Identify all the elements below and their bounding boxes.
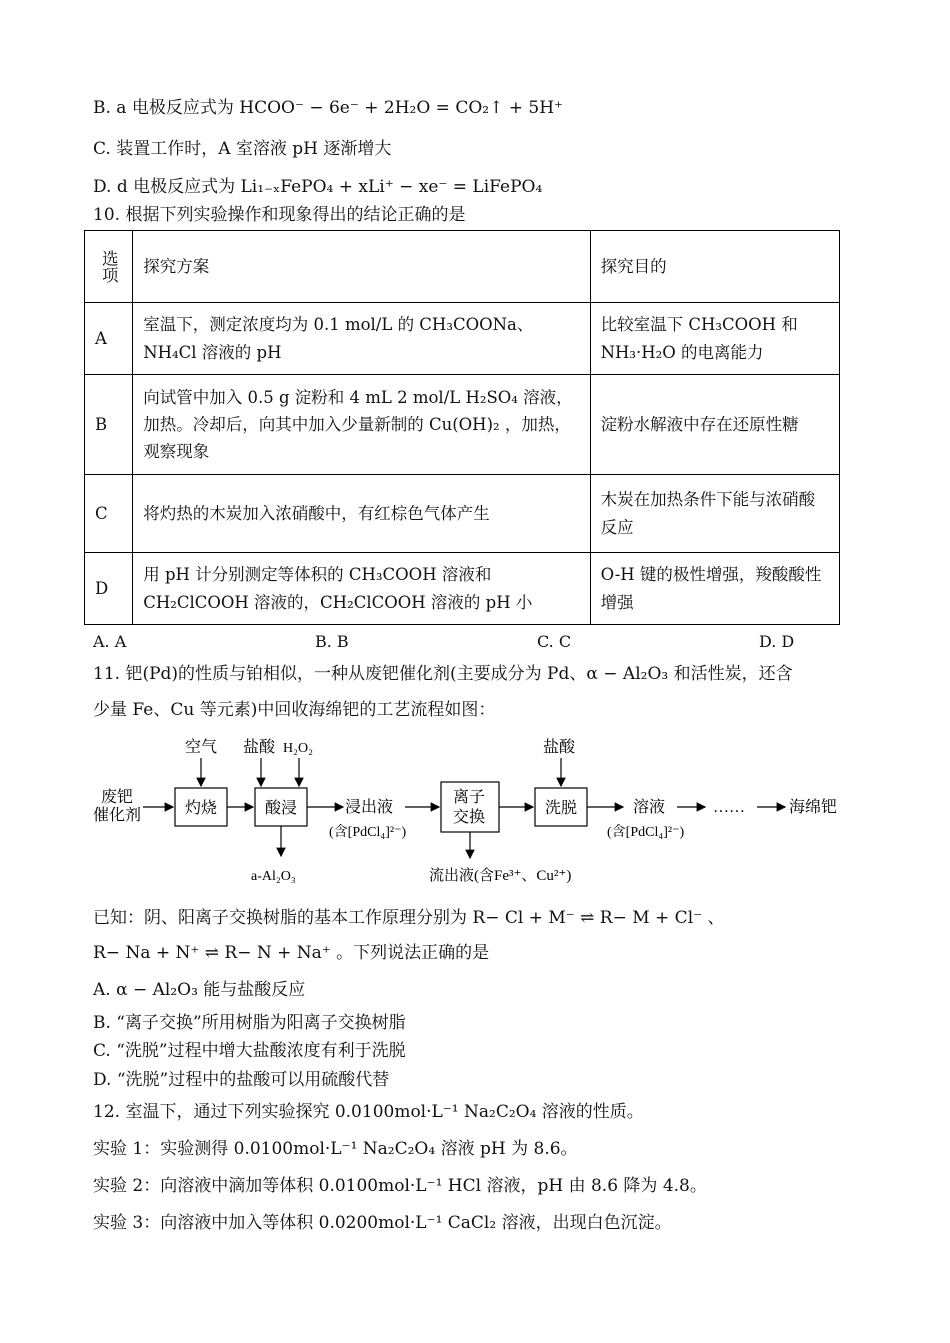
row-option: C <box>85 475 133 553</box>
table-row <box>85 303 840 375</box>
q11-option-d: D. “洗脱”过程中的盐酸可以用硫酸代替 <box>93 1070 390 1090</box>
flow-solution-note: (含[PdCl₄]²⁻) <box>607 825 685 840</box>
q11-option-a: A. α − Al₂O₃ 能与盐酸反应 <box>93 980 306 1000</box>
flow-box-acid-leach-label: 酸浸 <box>265 800 298 817</box>
flow-box-ion-exchange-label1: 离子 <box>453 789 486 806</box>
table-header-row <box>85 231 840 303</box>
row-goal: 木炭在加热条件下能与浓硝酸反应 <box>590 475 839 553</box>
header-goal: 探究目的 <box>590 231 839 303</box>
flow-hcl2-label: 盐酸 <box>543 739 576 756</box>
row-plan: 将灼热的木炭加入浓硝酸中，有红棕色气体产生 <box>133 475 590 553</box>
flow-box-roast-label: 灼烧 <box>185 800 218 817</box>
flow-air-label: 空气 <box>185 739 218 756</box>
q10-option-a: A. A <box>93 632 127 651</box>
flow-product-label: 海绵钯 <box>789 799 838 816</box>
flow-outflow-label: 流出液(含Fe³⁺、Cu²⁺) <box>429 868 572 884</box>
flow-solution-label: 溶液 <box>633 799 666 816</box>
flow-dots: …… <box>713 799 745 816</box>
flow-feed-label2: 催化剂 <box>93 807 142 824</box>
q12-stem: 12. 室温下，通过下列实验探究 0.0100mol·L⁻¹ Na₂C₂O₄ 溶液的性质。 <box>93 1102 644 1122</box>
row-goal: O-H 键的极性增强，羧酸酸性增强 <box>590 553 839 625</box>
q10-option-d: D. D <box>759 632 795 651</box>
row-option: A <box>85 303 133 375</box>
table-row <box>85 553 840 625</box>
q9-option-b: B. a 电极反应式为 HCOO⁻ − 6e⁻ + 2H₂O = CO₂↑ + 5H⁺ <box>93 98 563 118</box>
row-option: B <box>85 375 133 475</box>
q10-table <box>84 230 840 625</box>
table-row <box>85 375 840 475</box>
q11-stem-line2: 少量 Fe、Cu 等元素)中回收海绵钯的工艺流程如图： <box>93 700 496 720</box>
flow-box-ion-exchange-label2: 交换 <box>453 809 486 826</box>
q12-exp3: 实验 3：向溶液中加入等体积 0.0200mol·L⁻¹ CaCl₂ 溶液，出现白色沉淀。 <box>93 1213 672 1233</box>
q11-option-b: B. “离子交换”所用树脂为阳离子交换树脂 <box>93 1013 406 1033</box>
row-plan: 向试管中加入 0.5 g 淀粉和 4 mL 2 mol/L H₂SO₄ 溶液，加热。冷却后，向其中加入少量新制的 Cu(OH)₂ ，加热，观察现象 <box>133 375 590 475</box>
q9-option-d: D. d 电极反应式为 Li₁₋ₓFePO₄ + xLi⁺ − xe⁻ = LiFePO₄ <box>93 177 543 197</box>
q9-option-c: C. 装置工作时，A 室溶液 pH 逐渐增大 <box>93 139 392 159</box>
q10-option-c: C. C <box>537 632 572 651</box>
q11-known-line2: R− Na + N⁺ ⇌ R− N + Na⁺ 。下列说法正确的是 <box>93 943 490 963</box>
flow-feed-label1: 废钯 <box>101 789 134 806</box>
flow-al2o3-label: a-Al₂O₃ <box>251 869 296 884</box>
q10-option-b: B. B <box>315 632 349 651</box>
q10-stem: 10. 根据下列实验操作和现象得出的结论正确的是 <box>93 205 466 225</box>
q12-exp2: 实验 2：向溶液中滴加等体积 0.0100mol·L⁻¹ HCl 溶液，pH 由 8.6 降为 4.8。 <box>93 1176 707 1196</box>
header-option: 选项 <box>85 231 133 303</box>
row-plan: 用 pH 计分别测定等体积的 CH₃COOH 溶液和 CH₂ClCOOH 溶液的，CH₂ClCOOH 溶液的 pH 小 <box>133 553 590 625</box>
table-row <box>85 475 840 553</box>
q11-known-line1: 已知：阴、阳离子交换树脂的基本工作原理分别为 R− Cl + M⁻ ⇌ R− M + Cl⁻ 、 <box>93 908 725 928</box>
row-plan: 室温下，测定浓度均为 0.1 mol/L 的 CH₃COONa、NH₄Cl 溶液的 pH <box>133 303 590 375</box>
q12-exp1: 实验 1：实验测得 0.0100mol·L⁻¹ Na₂C₂O₄ 溶液 pH 为 8.6。 <box>93 1139 578 1159</box>
q11-stem-line1: 11. 钯(Pd)的性质与铂相似，一种从废钯催化剂(主要成分为 Pd、α − Al₂O₃ 和活性炭，还含 <box>93 664 793 684</box>
flow-h2o2-label: H₂O₂ <box>283 741 313 756</box>
header-plan: 探究方案 <box>133 231 590 303</box>
flow-leach-note: (含[PdCl₄]²⁻) <box>329 825 407 840</box>
process-flow-diagram <box>93 732 853 892</box>
flow-box-elution-label: 洗脱 <box>545 800 578 817</box>
row-option: D <box>85 553 133 625</box>
row-goal: 淀粉水解液中存在还原性糖 <box>590 375 839 475</box>
flow-leach-label: 浸出液 <box>345 799 394 816</box>
q11-option-c: C. “洗脱”过程中增大盐酸浓度有利于洗脱 <box>93 1041 406 1061</box>
row-goal: 比较室温下 CH₃COOH 和 NH₃·H₂O 的电离能力 <box>590 303 839 375</box>
flow-hcl-label: 盐酸 <box>243 739 276 756</box>
